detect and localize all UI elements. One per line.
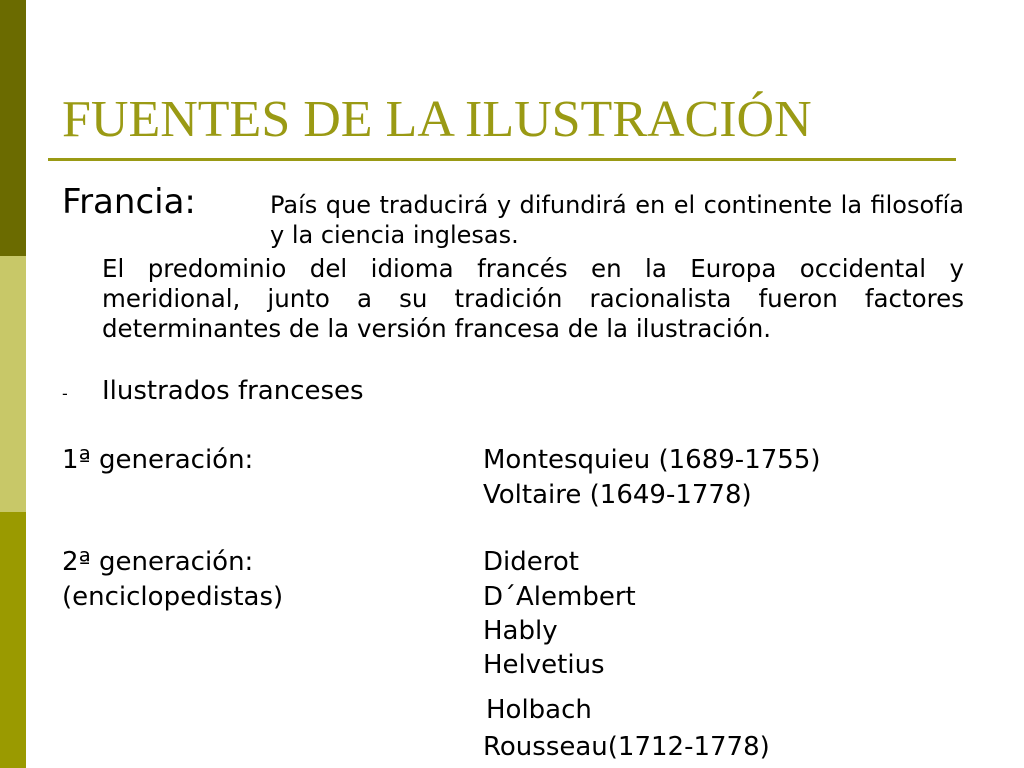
bullet-dash: - (62, 384, 68, 403)
predominio-paragraph: El predominio del idioma francés en la Europa occidental y meridional, junto a su tradición racionalista fueron factores determinantes de la versión francesa de la ilustración. (102, 254, 964, 343)
gen2-author-holbach: Holbach (486, 695, 592, 725)
gen2-label: 2ª generación: (62, 547, 254, 577)
francia-description: País que traducirá y difundirá en el continente la filosofía y la ciencia inglesas. (270, 191, 964, 249)
title-underline (48, 158, 956, 161)
gen2-author-diderot: Diderot (483, 547, 579, 577)
gen2-author-rousseau: Rousseau(1712-1778) (483, 732, 770, 762)
gen2-author-hably: Hably (483, 616, 558, 646)
slide-title: FUENTES DE LA ILUSTRACIÓN (62, 91, 812, 148)
sidebar-segment-top (0, 0, 26, 256)
gen2-author-helvetius: Helvetius (483, 650, 605, 680)
gen1-author-voltaire: Voltaire (1649-1778) (483, 480, 752, 510)
bullet-ilustrados-franceses: Ilustrados franceses (102, 376, 364, 406)
francia-label: Francia: (62, 182, 196, 222)
gen1-label: 1ª generación: (62, 445, 254, 475)
gen2-author-dalembert: D´Alembert (483, 582, 636, 612)
sidebar-decoration (0, 0, 26, 768)
gen2-sublabel: (enciclopedistas) (62, 582, 284, 612)
sidebar-segment-bottom (0, 512, 26, 768)
sidebar-segment-middle (0, 256, 26, 512)
gen1-author-montesquieu: Montesquieu (1689-1755) (483, 445, 821, 475)
